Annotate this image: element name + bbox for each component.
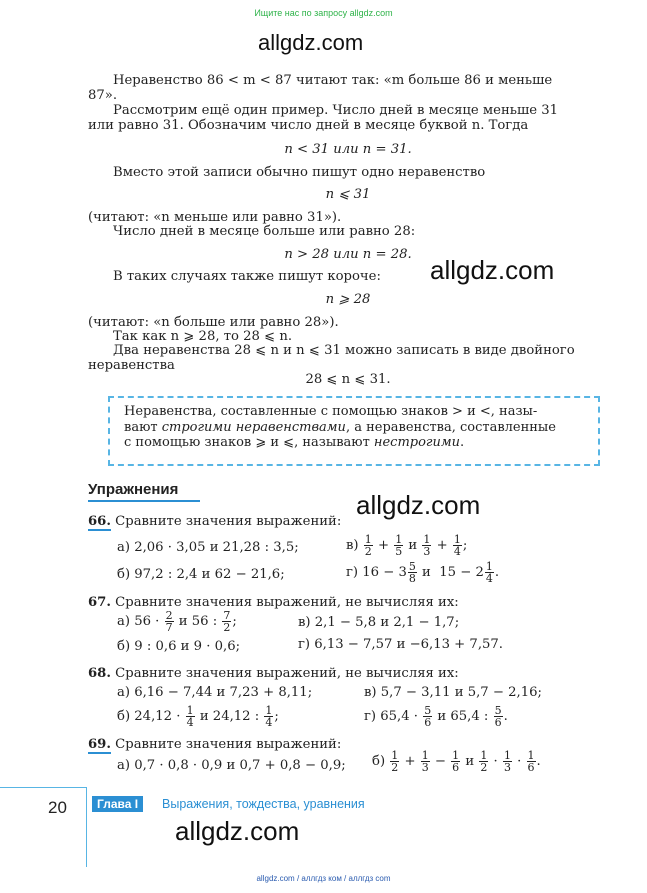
section-heading: Упражнения	[88, 481, 179, 498]
definition-box	[108, 396, 600, 466]
chapter-title: Выражения, тождества, уравнения	[162, 797, 365, 811]
formula: n ⩽ 31	[325, 187, 371, 202]
page-number: 20	[48, 798, 67, 817]
ex66-b: б) 97,2 : 2,4 и 62 − 21,6;	[117, 567, 285, 582]
watermark: allgdz.com	[258, 30, 364, 55]
formula: n > 28 или n = 28.	[284, 247, 412, 262]
ex69-a: а) 0,7 · 0,8 · 0,9 и 0,7 + 0,8 − 0,9;	[117, 758, 346, 773]
exercise-number: 68.	[88, 666, 111, 681]
exercise-66-title	[88, 514, 341, 529]
ex68-b: б) 24,12 · $\frac{1}{4}$ и 24,12 : $\frac{1}{4}$ ;	[117, 704, 279, 729]
text-line: неравенства	[88, 358, 175, 373]
ex68-v: в) 5,7 − 3,11 и 5,7 − 2,16;	[364, 685, 542, 700]
text-line: 87».	[88, 88, 118, 103]
ex68-a: а) 6,16 − 7,44 и 7,23 + 8,11;	[117, 685, 313, 700]
formula: 28 ⩽ n ⩽ 31.	[305, 372, 391, 387]
box-line: Неравенства, составленные с помощью знаков > и <, назы-	[124, 404, 538, 419]
chapter-badge: Глава I	[92, 796, 143, 812]
exercise-number: 67.	[88, 595, 111, 610]
exercise-task: Сравните значения выражений, не вычисляя их:	[115, 666, 459, 681]
formula: n ⩾ 28	[325, 292, 371, 307]
ex66-v: в) $\frac{1}{2}$ + $\frac{1}{5}$ и $\frac{1}{3}$ + $\frac{1}{4}$ ;	[346, 533, 468, 558]
exercise-67-title	[88, 595, 459, 610]
exercise-task: Сравните значения выражений:	[115, 737, 342, 752]
exercise-68-title	[88, 666, 459, 681]
watermark: allgdz.com	[356, 490, 481, 520]
text-line: Вместо этой записи обычно пишут одно неравенство	[113, 165, 486, 180]
ex67-v: в) 2,1 − 5,8 и 2,1 − 1,7;	[298, 615, 460, 630]
exercise-task: Сравните значения выражений:	[115, 514, 342, 529]
ex69-b: б) $\frac{1}{2}$ + $\frac{1}{3}$ − $\frac{1}{6}$ и $\frac{1}{2}$ · $\frac{1}{3}$ · $\frac{1}{6}$ .	[372, 749, 541, 774]
text-line: Неравенство 86 < m < 87 читают так: «m больше 86 и меньше	[113, 73, 553, 88]
top-note: Ищите нас по запросу allgdz.com	[254, 8, 393, 18]
text-line: (читают: «n больше или равно 28»).	[88, 315, 339, 330]
watermark: allgdz.com	[175, 816, 300, 846]
text-line: Так как n ⩾ 28, то 28 ⩽ n.	[113, 329, 293, 344]
text-line: или равно 31. Обозначим число дней в месяце буквой n. Тогда	[88, 118, 529, 133]
text-line: (читают: «n меньше или равно 31»).	[88, 210, 342, 225]
text-line: Два неравенства 28 ⩽ n и n ⩽ 31 можно записать в виде двойного	[113, 343, 575, 358]
ex67-b: б) 9 : 0,6 и 9 · 0,6;	[117, 639, 241, 654]
ex67-g: г) 6,13 − 7,57 и −6,13 + 7,57.	[298, 637, 503, 652]
box-line: вают строгими неравенствами, а неравенства, составленные	[124, 419, 556, 435]
term-nonstrict: нестрогими	[373, 435, 461, 450]
exercise-69-title	[88, 737, 341, 752]
formula: n < 31 или n = 31.	[284, 142, 412, 157]
text-line: Рассмотрим ещё один пример. Число дней в месяце меньше 31	[113, 103, 558, 118]
ex68-g: г) 65,4 · $\frac{5}{6}$ и 65,4 : $\frac{5}{6}$ .	[364, 704, 508, 729]
exercise-number: 69.	[88, 737, 111, 752]
heading-underline	[88, 500, 200, 502]
text-line: В таких случаях также пишут короче:	[113, 269, 381, 284]
footer-rule	[86, 787, 87, 867]
text-line: Число дней в месяце больше или равно 28:	[113, 224, 416, 239]
box-line: с помощью знаков ⩾ и ⩽, называют нестрогими.	[124, 435, 465, 450]
ex66-g: г) 16 − 3 $\frac{5}{8}$ и 15 − 2 $\frac{1}{4}$ .	[346, 560, 500, 585]
bottom-note: allgdz.com / аллгдз ком / аллгдз com	[256, 874, 391, 883]
exercise-number: 66.	[88, 514, 111, 529]
term-strict: строгими неравенствами	[161, 419, 346, 435]
watermark: allgdz.com	[430, 255, 555, 285]
exercise-task: Сравните значения выражений, не вычисляя их:	[115, 595, 459, 610]
ex67-a: а) 56 · $\frac{2}{7}$ и 56 : $\frac{7}{2}$ ;	[117, 609, 237, 634]
footer-rule	[0, 787, 86, 788]
ex66-a: а) 2,06 · 3,05 и 21,28 : 3,5;	[117, 540, 299, 555]
